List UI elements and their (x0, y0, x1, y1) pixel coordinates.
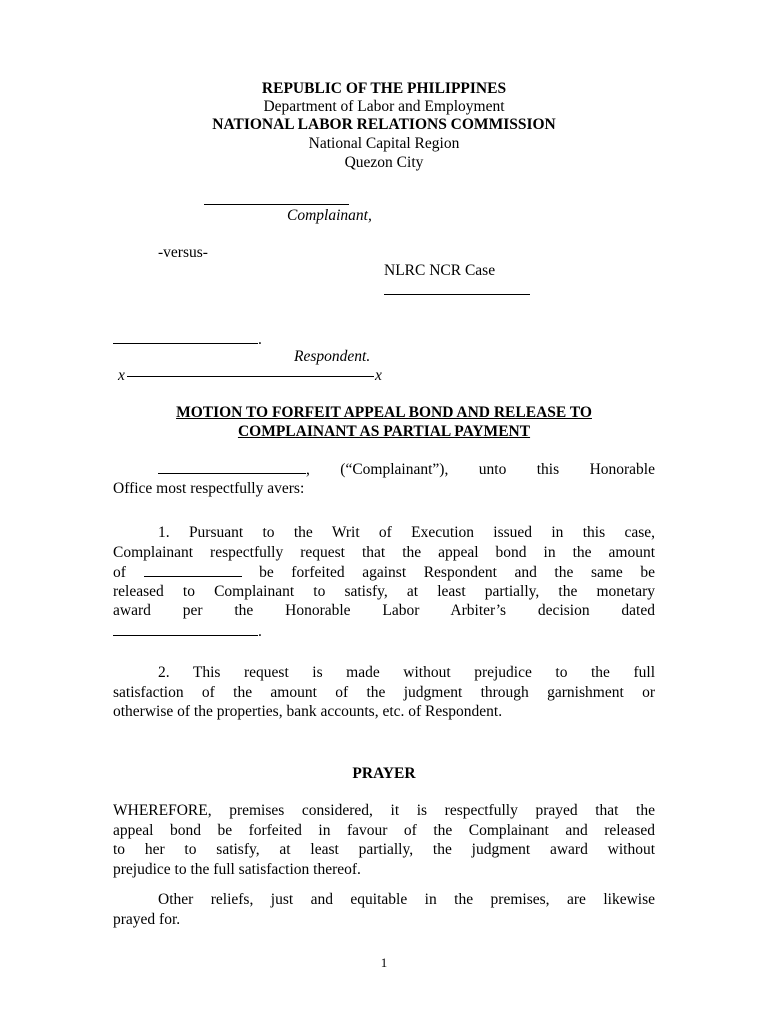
para2-line-2: satisfaction of the amount of the judgment through garnishment or (113, 683, 655, 701)
para1-line-3: of be forfeited against Respondent and the same be (113, 564, 655, 581)
caption-divider (127, 376, 374, 377)
header-region: National Capital Region (308, 135, 460, 152)
prayer-line-1: WHEREFORE, premises considered, it is respectfully prayed that the (113, 802, 655, 819)
prayer-line-3: to her to satisfy, at least partially, the judgment award without (113, 841, 655, 858)
motion-title-line1: MOTION TO FORFEIT APPEAL BOND AND RELEASE TO (176, 404, 592, 421)
complainant-label: Complainant, (287, 207, 372, 224)
versus-label: -versus- (158, 244, 208, 261)
para1-line-6: . (113, 621, 655, 641)
intro-paragraph (113, 459, 655, 498)
para2-line-3: otherwise of the properties, bank accounts, etc. of Respondent. (113, 703, 503, 720)
para1-line-4: released to Complainant to satisfy, at least partially, the monetary (113, 582, 655, 600)
other-reliefs-line-2: prayed for. (113, 910, 181, 928)
paragraph-1 (113, 523, 655, 640)
page-number: 1 (380, 955, 388, 970)
para2-line-1: 2. This request is made without prejudice to the full (158, 664, 655, 681)
caption-x-left: x (118, 367, 125, 384)
case-number-blank (384, 280, 530, 300)
intro-line-2: Office most respectfully avers: (113, 479, 305, 497)
prayer-line-4: prejudice to the full satisfaction thereof. (113, 860, 361, 878)
para1-line-2: Complainant respectfully request that the appeal bond in the amount (113, 543, 655, 561)
header-commission: NATIONAL LABOR RELATIONS COMMISSION (212, 116, 556, 133)
other-reliefs-line-1: Other reliefs, just and equitable in the premises, are likewise (158, 891, 655, 908)
para1-line-5: award per the Honorable Labor Arbiter’s decision dated (113, 602, 655, 619)
motion-title-line2: COMPLAINANT AS PARTIAL PAYMENT (237, 423, 531, 440)
caption-x-right: x (375, 367, 382, 384)
header-city: Quezon City (344, 154, 424, 171)
case-label: NLRC NCR Case (384, 262, 496, 279)
paragraph-2 (113, 663, 655, 722)
para1-line-1: 1. Pursuant to the Writ of Execution issued in this case, (158, 524, 655, 541)
prayer-line-2: appeal bond be forfeited in favour of the Complainant and released (113, 821, 655, 839)
respondent-label: Respondent. (294, 348, 371, 365)
respondent-period: . (258, 331, 262, 348)
other-reliefs-paragraph (113, 890, 655, 929)
prayer-paragraph (113, 801, 655, 879)
intro-line-1: , (“Complainant”), unto this Honorable (113, 459, 655, 479)
header-department: Department of Labor and Employment (263, 98, 505, 115)
prayer-heading: PRAYER (352, 765, 416, 782)
respondent-blank (113, 329, 262, 349)
header-republic: REPUBLIC OF THE PHILIPPINES (261, 80, 507, 97)
